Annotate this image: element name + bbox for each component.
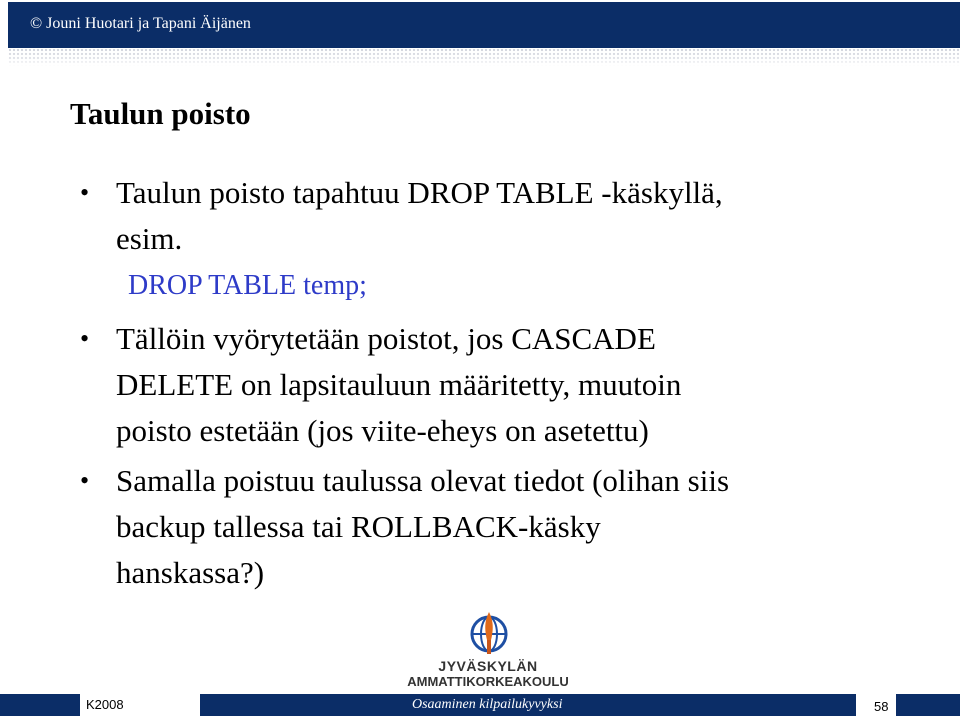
dot-pattern-fade [8,48,960,66]
emblem-icon [466,610,512,656]
bullet-dot-icon: • [80,178,90,207]
page-number: 58 [874,699,889,714]
bullet-line: poisto estetään (jos viite-eheys on asetettu) [116,413,649,448]
header-bar [8,2,960,48]
bullet-list [70,170,930,596]
bullet-line: Tällöin vyörytetään poistot, jos CASCADE [116,321,656,356]
footer-bar [0,694,960,716]
bullet-line: Taulun poisto tapahtuu DROP TABLE -käskyllä, [116,175,723,210]
copyright-text: © Jouni Huotari ja Tapani Äijänen [30,15,251,32]
logo-name-line1: JYVÄSKYLÄN [438,658,538,674]
bullet-dot-icon: • [80,466,90,495]
bullet-line: esim. [116,221,183,256]
slide-title: Taulun poisto [70,96,251,131]
bullet-line: backup tallessa tai ROLLBACK-käsky [116,509,601,544]
bullet-line: DELETE on lapsitauluun määritetty, muutoin [116,367,682,402]
bullet-dot-icon: • [80,324,90,353]
footer-slogan: Osaaminen kilpailukyvyksi [412,697,563,712]
page-number-box [856,694,896,716]
bullet-item [70,316,930,454]
bullet-item [70,170,930,310]
school-logo [402,610,574,690]
bullet-line: Samalla poistuu taulussa olevat tiedot (olihan siis [116,463,730,498]
code-example: DROP TABLE temp; [128,270,367,301]
bullet-line: hanskassa?) [116,555,265,590]
footer-course-code: K2008 [86,697,124,712]
footer-course-box [80,694,200,716]
bullet-item [70,458,930,596]
logo-name-line2: AMMATTIKORKEAKOULU [407,674,569,689]
